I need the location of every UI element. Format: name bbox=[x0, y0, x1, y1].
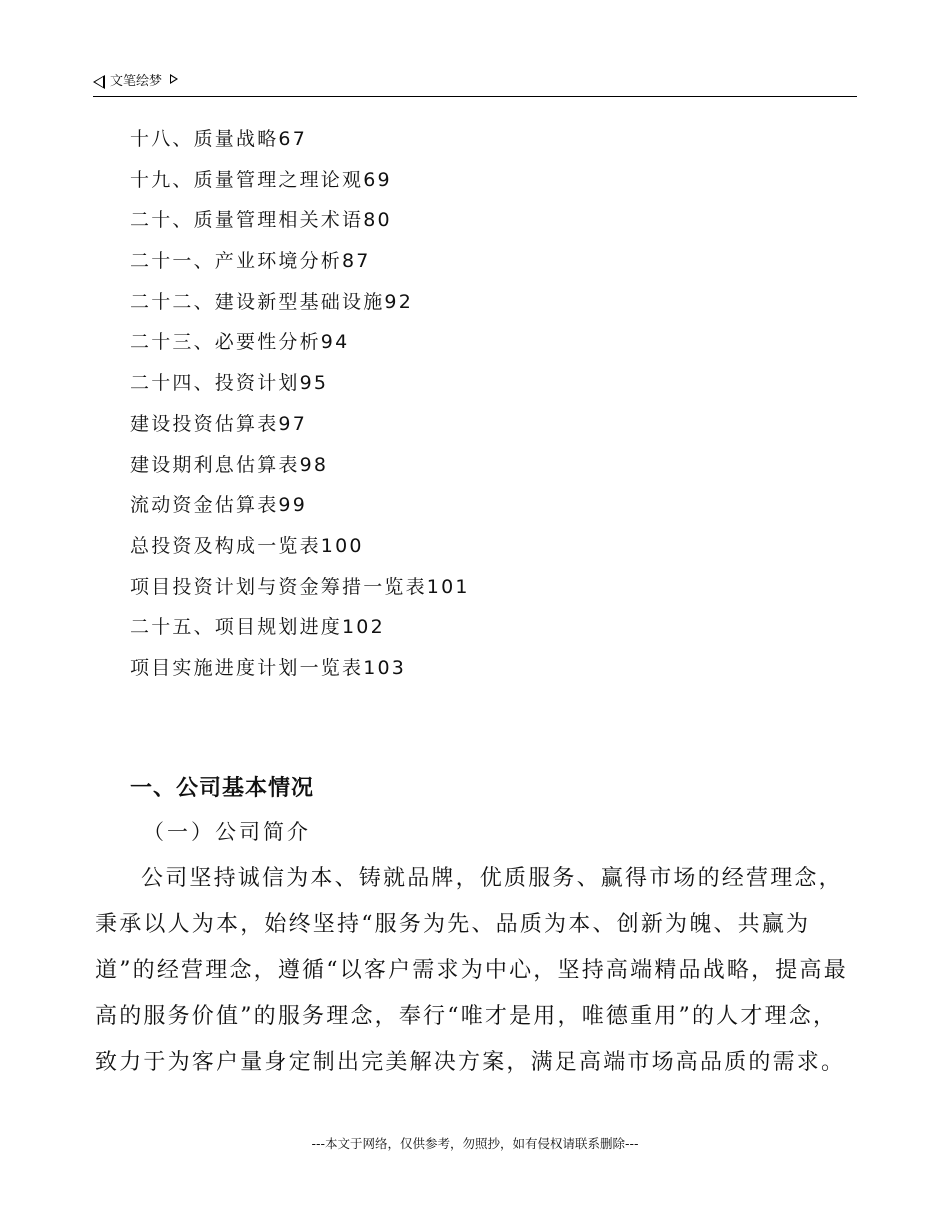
toc-entry[interactable]: 建设期利息估算表98 bbox=[130, 453, 329, 476]
toc-entry[interactable]: 十九、质量管理之理论观69 bbox=[130, 168, 392, 191]
toc-entry[interactable]: 二十一、产业环境分析87 bbox=[130, 250, 371, 273]
section-heading: 一、公司基本情况 bbox=[130, 776, 315, 801]
toc-entry[interactable]: 项目实施进度计划一览表103 bbox=[130, 656, 407, 679]
subsection-heading: （一）公司简介 bbox=[143, 820, 311, 844]
toc-entry[interactable]: 二十五、项目规划进度102 bbox=[130, 616, 385, 639]
triangle-left-icon bbox=[93, 75, 105, 89]
toc-entry[interactable]: 十八、质量战略67 bbox=[130, 128, 307, 150]
header-brand bbox=[93, 72, 178, 92]
toc-entry[interactable]: 二十四、投资计划95 bbox=[130, 372, 329, 395]
toc-entry[interactable]: 二十、质量管理相关术语80 bbox=[130, 209, 392, 232]
header-brand-text: 文笔绘梦 bbox=[110, 74, 163, 89]
page-footer-disclaimer: ---本文于网络，仅供参考，勿照抄，如有侵权请联系删除--- bbox=[311, 1136, 639, 1151]
toc-entry[interactable]: 流动资金估算表99 bbox=[130, 494, 307, 517]
toc-entry[interactable]: 二十三、必要性分析94 bbox=[130, 331, 350, 354]
toc-entry[interactable]: 二十二、建设新型基础设施92 bbox=[130, 290, 413, 313]
page-header bbox=[93, 72, 857, 97]
toc-entry[interactable]: 总投资及构成一览表100 bbox=[130, 534, 364, 557]
toc-entry[interactable]: 建设投资估算表97 bbox=[130, 412, 307, 435]
table-of-contents bbox=[130, 124, 470, 694]
triangle-right-icon bbox=[170, 74, 178, 84]
company-intro-paragraph: 公司坚持诚信为本、铸就品牌，优质服务、赢得市场的经营理念，秉承以人为本，始终坚持“服务为先、品质为本、创新为魄、共赢为道”的经营理念，遵循“以客户需求为中心，坚持高端精品战略，提高最高的服务价值”的服务理念，奉行“唯才是用，唯德重用”的人才理念，致力于为客户量身定制出完美解决方案，满足高端市场高品质的需求。 bbox=[95, 866, 848, 1075]
toc-entry[interactable]: 项目投资计划与资金筹措一览表101 bbox=[130, 575, 470, 598]
